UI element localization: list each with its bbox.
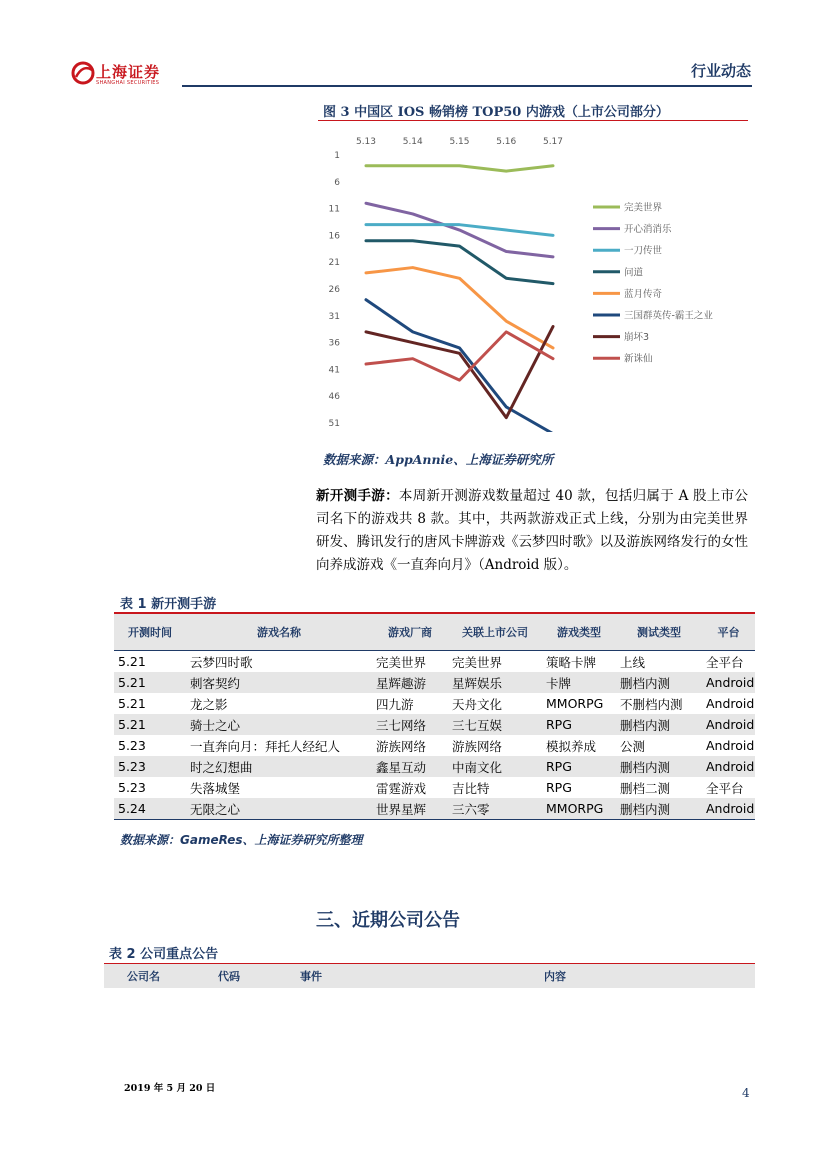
table1-title: 表 1 新开测手游 [120,597,217,612]
table-cell: 天舟文化 [452,696,503,712]
section-heading: 三、近期公司公告 [316,910,460,931]
table-cell: 一直奔向月：拜托人经纪人 [190,738,341,754]
table1-header-cell: 游戏类型 [542,613,616,651]
table-cell: 游族网络 [452,738,503,754]
y-tick-label: 21 [328,258,340,269]
logo-subtitle: SHANGHAI SECURITIES [96,80,160,86]
y-tick-label: 36 [328,338,340,349]
table-cell: 卡牌 [546,675,572,691]
table-cell: 三七网络 [376,717,427,733]
table-cell: 5.23 [118,738,146,753]
table-row [114,735,755,756]
table-cell: 中南文化 [452,759,503,775]
table-cell: 删档内测 [616,798,702,820]
series-line [366,327,553,418]
y-tick-label: 16 [328,231,340,242]
table-cell: 删档内测 [620,717,671,733]
table-cell: 全平台 [706,780,744,796]
table2-col-company: 公司名 [127,970,160,983]
table-cell: 上线 [620,654,646,670]
table-cell: 全平台 [706,654,744,670]
table2-col-code: 代码 [218,970,240,983]
table-cell: 完美世界 [376,654,427,670]
table-cell: Android [706,738,755,753]
series-line [366,203,553,257]
y-tick-label: 51 [328,419,340,429]
legend-label: 新诛仙 [624,353,653,365]
table-cell: 三七互娱 [452,717,503,733]
x-tick-label: 5.13 [355,137,377,147]
table-row [114,756,755,777]
new-games-table [114,612,755,820]
table-cell: 删档二测 [620,780,671,796]
y-tick-label: 1 [334,151,340,161]
table1-header-cell: 测试类型 [616,613,702,651]
y-tick-label: 6 [334,177,340,188]
table1-header-cell: 游戏名称 [186,613,372,651]
table-cell: 删档内测 [620,675,671,691]
table-cell: 雷霆游戏 [376,780,427,796]
page-number: 4 [742,1086,750,1100]
x-tick-label: 5.14 [402,137,423,147]
table-row [114,798,755,820]
table-cell: Android [706,717,755,732]
table-cell: Android [706,696,755,711]
figure-title-divider [318,120,748,121]
table2-title: 表 2 公司重点公告 [109,947,219,962]
table-cell: 时之幻想曲 [190,759,253,775]
figure-title: 图 3 中国区 IOS 畅销榜 TOP50 内游戏（上市公司部分） [323,105,669,120]
y-tick-label: 26 [328,285,340,295]
y-tick-label: 11 [328,204,340,215]
table-cell: MMORPG [546,696,604,711]
legend-label: 一刀传世 [624,245,663,257]
body-paragraph [316,485,748,577]
x-tick-label: 5.16 [496,137,517,147]
table-cell: Android [702,798,755,820]
table1-header-cell: 开测时间 [114,613,186,651]
table1-header-cell: 游戏厂商 [372,613,448,651]
table-cell: Android [706,759,755,774]
x-tick-label: 5.17 [542,137,564,147]
table-row [114,672,755,693]
table-row [114,651,755,673]
table-cell: RPG [546,780,572,795]
table-cell: 游族网络 [376,738,427,754]
logo-text: 上海证券 [96,63,161,81]
footer-date: 2019 年 5 月 20 日 [124,1083,216,1094]
table2-col-event: 事件 [300,970,322,983]
table-row [114,693,755,714]
legend-label: 完美世界 [624,202,663,214]
table-cell: 5.23 [118,759,146,774]
paragraph-body: 本周新开测游戏数量超过 40 款，包括归属于 A 股上市公司名下的游戏共 8 款。其中，共两款游戏正式上线，分别为由完美世界研发、腾讯发行的唐风卡牌游戏《云梦四时歌》以及游族网络发行的女性向养成游戏《一直奔向月》（Android 版）。 [316,488,749,573]
header-divider [182,85,752,87]
legend-label: 崩坏3 [624,332,650,344]
paragraph-lead: 新开测手游： [316,488,399,504]
table-cell: 5.23 [118,780,146,795]
y-tick-label: 41 [328,365,340,376]
table-cell: 失落城堡 [190,780,241,796]
table-cell: 5.21 [118,675,146,690]
table-cell: 模拟养成 [546,738,597,754]
table2-col-content: 内容 [544,970,566,983]
table-cell: 无限之心 [186,798,372,820]
table-cell: 骑士之心 [190,717,241,733]
table-row [114,714,755,735]
table-cell: 鑫星互动 [376,759,427,775]
table-cell: 5.21 [118,654,146,669]
table-cell: MMORPG [542,798,616,820]
table-cell: 星辉娱乐 [452,675,503,691]
table2-header [104,963,755,988]
table-cell: 四九游 [376,696,414,712]
table1-source: 数据来源：GameRes、上海证券研究所整理 [120,833,363,847]
table-cell: 云梦四时歌 [190,654,253,670]
series-line [366,166,553,171]
table-cell: 5.21 [118,696,146,711]
legend-label: 三国群英传-霸王之业 [624,310,713,322]
figure-source: 数据来源：AppAnnie、上海证券研究所 [323,452,554,467]
y-tick-label: 46 [328,392,340,403]
table-cell: 龙之影 [190,696,228,712]
table-cell: 三六零 [448,798,542,820]
table-cell: 星辉趣游 [376,675,427,691]
table-cell: 世界星辉 [372,798,448,820]
table-cell: 删档内测 [620,759,671,775]
table-row [114,777,755,798]
legend-label: 问道 [624,267,644,279]
table-cell: 不删档内测 [620,696,683,712]
table-cell: 公测 [620,738,646,754]
legend-label: 蓝月传奇 [624,288,663,300]
table-cell: 5.24 [114,798,186,820]
table-cell: 刺客契约 [190,675,241,691]
table-cell: 5.21 [118,717,146,732]
series-line [366,300,553,434]
table-cell: Android [706,675,755,690]
y-tick-label: 31 [328,311,340,322]
table-cell: RPG [546,717,572,732]
ranking-line-chart [318,128,748,436]
table-cell: 完美世界 [452,654,503,670]
legend-label: 开心消消乐 [624,224,672,236]
table1-header-cell: 平台 [702,613,755,651]
header-section-title: 行业动态 [690,62,751,80]
table-cell: 策略卡牌 [546,654,597,670]
table-cell: RPG [546,759,572,774]
table1-header-cell: 关联上市公司 [448,613,542,651]
table-cell: 吉比特 [452,780,490,796]
x-tick-label: 5.15 [449,137,470,147]
